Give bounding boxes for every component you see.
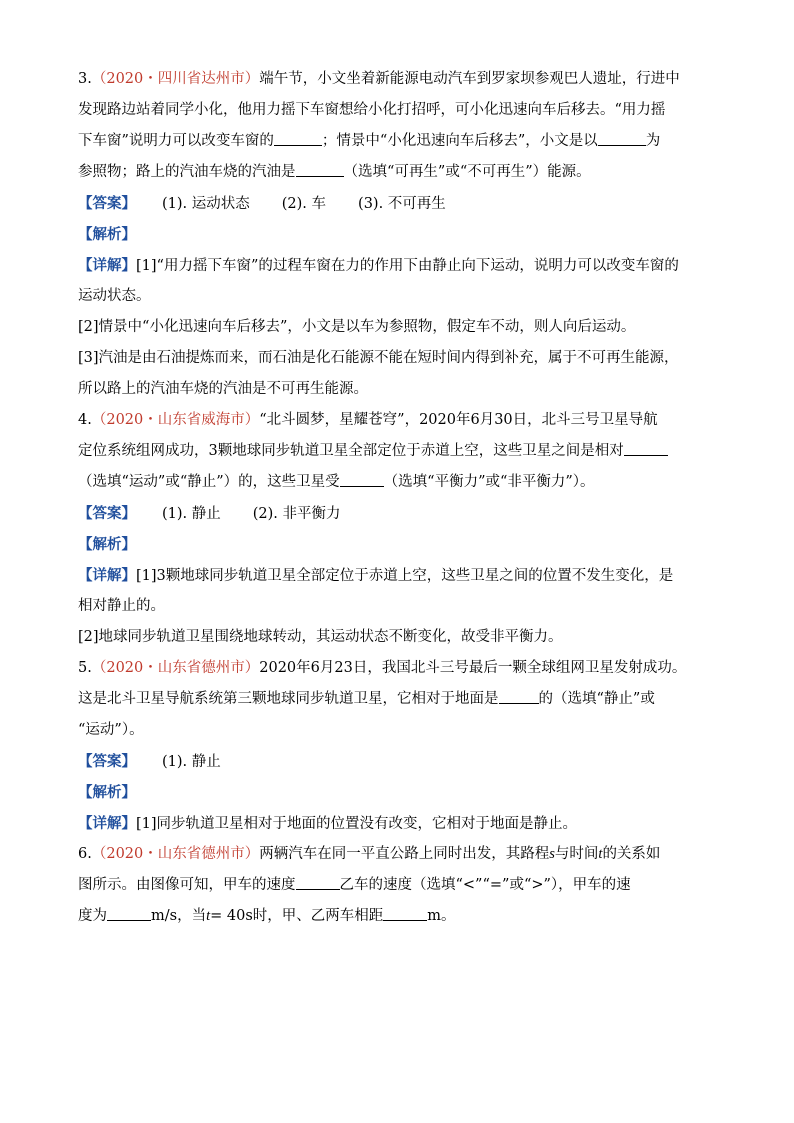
q5-source: （2020・山东省德州市） (91, 660, 260, 676)
q4-detail-1b: 相对静止的。 (78, 598, 165, 614)
q3-blank-2[interactable] (598, 129, 646, 146)
q5-analysis-line (78, 777, 726, 808)
q3-analysis-label: 【解析】 (78, 226, 136, 243)
q6-text-3b: m/s，当 (151, 908, 207, 924)
q4-text-2: 定位系统组网成功，3颗地球同步轨道卫星全部定位于赤道上空，这些卫星之间是相对 (78, 443, 624, 459)
q3-detail-label: 【详解】 (78, 257, 136, 274)
q3-answer-1: (1). 运动状态 (162, 196, 250, 212)
document-page (78, 64, 726, 932)
q4-detail-line-3 (78, 622, 726, 653)
q5-answer-line (78, 746, 726, 777)
q3-text-1: 端午节，小文坐着新能源电动汽车到罗家坝参观巴人遗址，行进中 (259, 71, 680, 87)
q3-line-2 (78, 95, 726, 126)
q6-blank-3[interactable] (383, 904, 427, 921)
q4-blank-2[interactable] (340, 470, 384, 487)
q4-answer-2: (2). 非平衡力 (252, 506, 341, 522)
q5-blank-1[interactable] (499, 687, 539, 704)
q6-source: （2020・山东省德州市） (91, 846, 260, 862)
q3-text-3b: ；情景中“小化迅速向车后移去”，小文是以 (321, 133, 598, 149)
q6-text-1a: 两辆汽车在同一平直公路上同时出发，其路程 (259, 846, 550, 862)
q4-detail-label: 【详解】 (78, 567, 136, 584)
q4-detail-1a: [1]3颗地球同步轨道卫星全部定位于赤道上空，这些卫星之间的位置不发生变化，是 (136, 568, 674, 584)
q3-detail-1b: 运动状态。 (78, 288, 151, 304)
q6-text-3e: m。 (427, 908, 456, 924)
q4-line-2 (78, 436, 726, 467)
q3-answer-2: (2). 车 (281, 196, 327, 212)
q6-text-3a: 度为 (78, 908, 107, 924)
q3-text-4a: 参照物；路上的汽油车烧的汽油是 (78, 164, 296, 180)
q6-text-2a: 图所示。由图像可知，甲车的速度 (78, 877, 296, 893)
q3-line-1 (78, 64, 726, 95)
q5-text-2b: 的（选填“静止”或 (538, 691, 655, 707)
q3-detail-line-1 (78, 250, 726, 281)
q6-line-2 (78, 870, 726, 901)
q6-text-3d: = 40s时，甲、乙两车相距 (210, 908, 384, 924)
q3-text-3c: 为 (645, 133, 661, 149)
q6-number: 6. (78, 846, 92, 862)
q3-detail-1a: [1]“用力摇下车窗”的过程车窗在力的作用下由静止向下运动，说明力可以改变车窗的 (136, 258, 679, 274)
q3-detail-line-2 (78, 281, 726, 312)
q3-line-3 (78, 126, 726, 157)
q3-detail-3a: [3]汽油是由石油提炼而来，而石油是化石能源不能在短时间内得到补充，属于不可再生能源， (78, 350, 679, 366)
q3-text-2: 发现路边站着同学小化，他用力摇下车窗想给小化打招呼，可小化迅速向车后移去。“用力摇 (78, 102, 666, 118)
q6-text-1c: 的关系如 (602, 846, 661, 862)
q4-line-1 (78, 405, 726, 436)
q4-detail-2: [2]地球同步轨道卫星围绕地球转动，其运动状态不断变化，故受非平衡力。 (78, 629, 563, 645)
q6-blank-2[interactable] (107, 904, 151, 921)
q3-text-3a: 下车窗”说明力可以改变车窗的 (78, 133, 274, 149)
q3-blank-3[interactable] (296, 160, 344, 177)
q6-text-1b: 与时间 (554, 846, 599, 862)
q3-number: 3. (78, 71, 92, 87)
q6-var-t-2: t (206, 908, 211, 924)
q4-blank-1[interactable] (624, 439, 668, 456)
q4-answer-label: 【答案】 (78, 505, 136, 522)
q3-answer-line (78, 188, 726, 219)
q6-blank-1[interactable] (296, 873, 340, 890)
q6-var-s: s (549, 846, 555, 862)
q4-text-3a: （选填“运动”或“静止”）的，这些卫星受 (78, 474, 340, 490)
q6-text-2b: 乙车的速度（选填“<”“=”或“>”），甲车的速 (339, 877, 631, 893)
q5-analysis-label: 【解析】 (78, 784, 136, 801)
q5-number: 5. (78, 660, 92, 676)
q6-var-t: t (598, 846, 603, 862)
q3-detail-2: [2]情景中“小化迅速向车后移去”，小文是以车为参照物，假定车不动，则人向后运动。 (78, 319, 636, 335)
q3-detail-3b: 所以路上的汽油车烧的汽油是不可再生能源。 (78, 381, 368, 397)
q4-answer-1: (1). 静止 (162, 506, 221, 522)
q3-detail-line-5 (78, 374, 726, 405)
q4-detail-line-1 (78, 560, 726, 591)
q5-line-2 (78, 684, 726, 715)
q3-answer-label: 【答案】 (78, 195, 136, 212)
q5-answer-1: (1). 静止 (162, 754, 221, 770)
q3-source: （2020・四川省达州市） (91, 71, 260, 87)
q6-line-1 (78, 839, 726, 870)
q4-line-3 (78, 467, 726, 498)
q5-answer-label: 【答案】 (78, 753, 136, 770)
q3-analysis-line (78, 219, 726, 250)
q5-text-2a: 这是北斗卫星导航系统第三颗地球同步轨道卫星，它相对于地面是 (78, 691, 499, 707)
q3-detail-line-3 (78, 312, 726, 343)
q4-source: （2020・山东省威海市） (91, 412, 260, 428)
q4-detail-line-2 (78, 591, 726, 622)
q6-line-3 (78, 901, 726, 932)
q4-answer-line (78, 498, 726, 529)
q5-text-3: “运动”）。 (78, 722, 144, 738)
q4-text-1: “北斗圆梦，星耀苍穹”，2020年6月30日，北斗三号卫星导航 (259, 412, 658, 428)
q3-answer-3: (3). 不可再生 (358, 196, 446, 212)
q5-detail-1: [1]同步轨道卫星相对于地面的位置没有改变，它相对于地面是静止。 (136, 816, 578, 832)
q4-analysis-label: 【解析】 (78, 536, 136, 553)
q5-line-3 (78, 715, 726, 746)
q4-number: 4. (78, 412, 92, 428)
q5-detail-label: 【详解】 (78, 815, 136, 832)
q3-detail-line-4 (78, 343, 726, 374)
q5-detail-line-1 (78, 808, 726, 839)
q5-text-1: 2020年6月23日，我国北斗三号最后一颗全球组网卫星发射成功。 (259, 660, 687, 676)
q5-line-1 (78, 653, 726, 684)
q3-line-4 (78, 157, 726, 188)
q4-analysis-line (78, 529, 726, 560)
q3-blank-1[interactable] (274, 129, 322, 146)
q4-text-3b: （选填“平衡力”或“非平衡力”）。 (383, 474, 595, 490)
q3-text-4b: （选填“可再生”或“不可再生”）能源。 (343, 164, 591, 180)
